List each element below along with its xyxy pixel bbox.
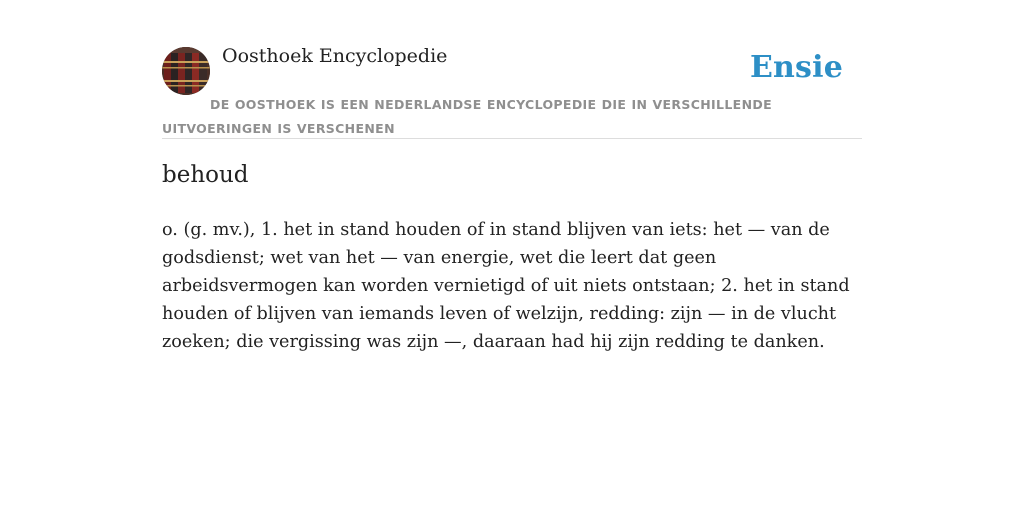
entry-definition: o. (g. mv.), 1. het in stand houden of in stand blijven van iets: het — van de godsdienst; wet van het — van energie, wet die leert dat geen arbeidsvermogen kan worden vernietigd of uit niets ontstaan; 2. het in stand houden of blijven van iemands leven of welzijn, redding: zijn — in de vlucht zoeken; die vergissing was zijn —, daaraan had hij zijn redding te danken. — [162, 220, 850, 352]
encyclopedia-avatar-icon[interactable] — [162, 47, 210, 95]
source-description: DE OOSTHOEK IS EEN NEDERLANDSE ENCYCLOPEDIE DIE IN VERSCHILLENDE UITVOERINGEN IS VERSCHENEN — [162, 97, 772, 136]
entry-title: behoud — [162, 162, 249, 188]
content-column — [162, 44, 862, 352]
source-title-link[interactable]: Oosthoek Encyclopedie — [222, 45, 448, 67]
ensie-logo-link[interactable]: Ensie — [749, 50, 843, 85]
source-header — [162, 44, 862, 139]
